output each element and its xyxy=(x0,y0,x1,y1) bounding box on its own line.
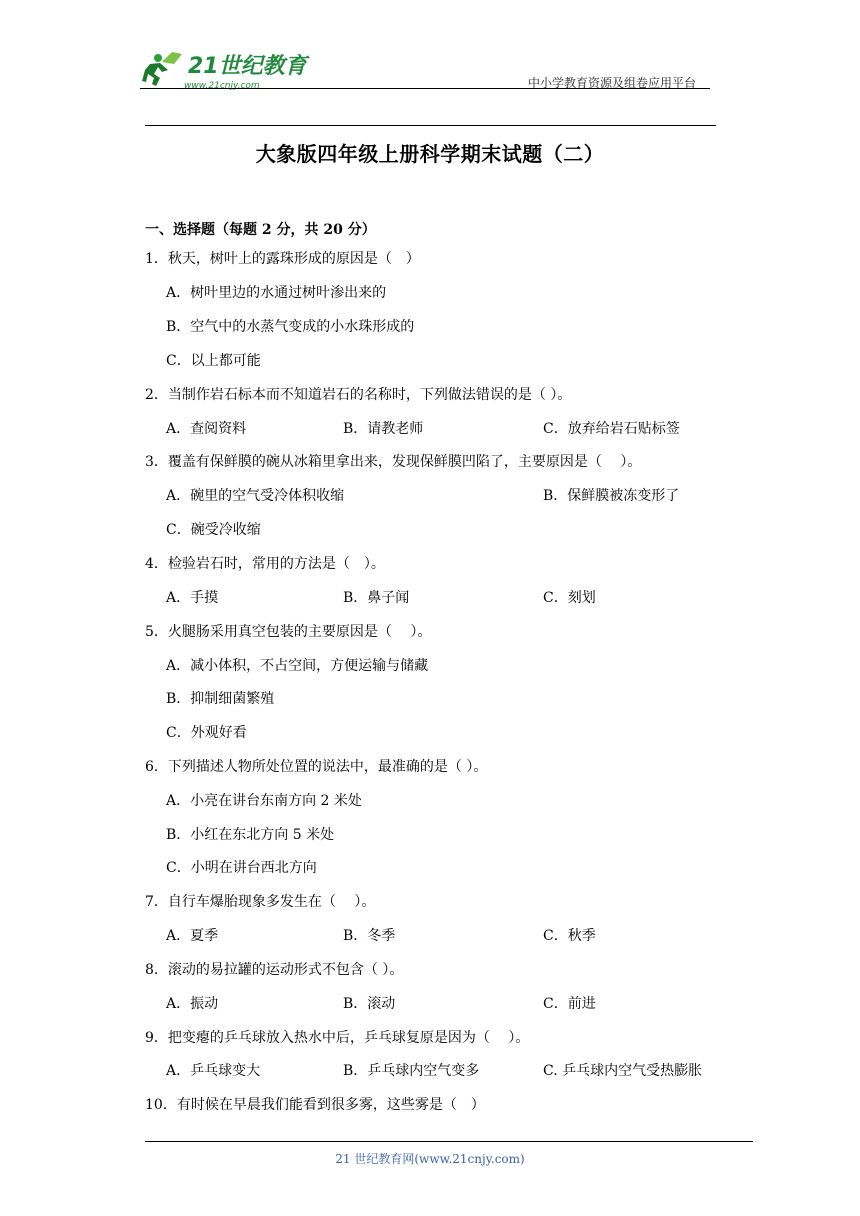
question-stem: 2．当制作岩石标本而不知道岩石的名称时，下列做法错误的是（ ）。 xyxy=(145,387,572,403)
svg-text:www.21cnjy.com: www.21cnjy.com xyxy=(184,81,260,91)
question-stem: 10．有时候在早晨我们能看到很多雾，这些雾是（ ） xyxy=(145,1097,485,1113)
option-c: C．外观好看 xyxy=(166,725,247,741)
option-c: C．碗受冷收缩 xyxy=(166,522,261,538)
option-b: B．滚动 xyxy=(343,996,396,1012)
option-b: B．抑制细菌繁殖 xyxy=(166,691,275,707)
option-a: A．树叶里边的水通过树叶渗出来的 xyxy=(166,285,387,301)
option-a: A．减小体积，不占空间，方便运输与储藏 xyxy=(166,658,429,674)
question-stem: 8．滚动的易拉罐的运动形式不包含（ ）。 xyxy=(145,962,404,978)
option-c: C．秋季 xyxy=(543,928,596,944)
question-stem: 4．检验岩石时，常用的方法是（ ）。 xyxy=(145,556,385,572)
option-b: B．冬季 xyxy=(343,928,396,944)
option-c: C．刻划 xyxy=(543,590,596,606)
platform-label: 中小学教育资源及组卷应用平台 xyxy=(528,76,697,90)
site-logo xyxy=(142,48,312,92)
option-c: C．以上都可能 xyxy=(166,353,261,369)
footer-source[interactable]: 21 世纪教育网(www.21cnjy.com) xyxy=(335,1152,525,1166)
question-stem: 6．下列描述人物所处位置的说法中，最准确的是（ ）。 xyxy=(145,759,488,775)
page-title: 大象版四年级上册科学期末试题（二） xyxy=(255,142,605,166)
runner-icon xyxy=(142,52,182,86)
option-c: C．小明在讲台西北方向 xyxy=(166,860,317,876)
option-a: A．碗里的空气受冷体积收缩 xyxy=(166,488,345,504)
question-stem: 7．自行车爆胎现象多发生在（ ）。 xyxy=(145,894,376,910)
option-a: A．乒乓球变大 xyxy=(166,1063,261,1079)
option-c: C．前进 xyxy=(543,996,596,1012)
option-b: B．鼻子闻 xyxy=(343,590,410,606)
header-divider xyxy=(140,88,710,89)
option-a: A．小亮在讲台东南方向 2 米处 xyxy=(166,793,362,809)
option-c: C. 乒乓球内空气受热膨胀 xyxy=(543,1063,703,1079)
option-c: C．放弃给岩石贴标签 xyxy=(543,421,680,437)
option-b: B．保鲜膜被冻变形了 xyxy=(543,488,680,504)
footer-divider xyxy=(145,1141,753,1142)
svg-text:21世纪教育: 21世纪教育 xyxy=(188,54,307,79)
option-a: A．手摸 xyxy=(166,590,219,606)
question-stem: 1．秋天，树叶上的露珠形成的原因是（ ） xyxy=(145,251,420,267)
option-b: B．请教老师 xyxy=(343,421,424,437)
option-a: A．查阅资料 xyxy=(166,421,247,437)
option-a: A．振动 xyxy=(166,996,219,1012)
question-stem: 3．覆盖有保鲜膜的碗从冰箱里拿出来，发现保鲜膜凹陷了，主要原因是（ ）。 xyxy=(145,454,642,470)
question-stem: 5．火腿肠采用真空包装的主要原因是（ ）。 xyxy=(145,624,432,640)
option-a: A．夏季 xyxy=(166,928,219,944)
title-divider xyxy=(145,125,716,126)
option-b: B．小红在东北方向 5 米处 xyxy=(166,827,335,843)
question-stem: 9．把变瘪的乒乓球放入热水中后，乒乓球复原是因为（ ）。 xyxy=(145,1030,530,1046)
section-heading: 一、选择题（每题 2 分，共 20 分） xyxy=(145,222,376,238)
option-b: B．乒乓球内空气变多 xyxy=(343,1063,480,1079)
option-b: B．空气中的水蒸气变成的小水珠形成的 xyxy=(166,319,415,335)
